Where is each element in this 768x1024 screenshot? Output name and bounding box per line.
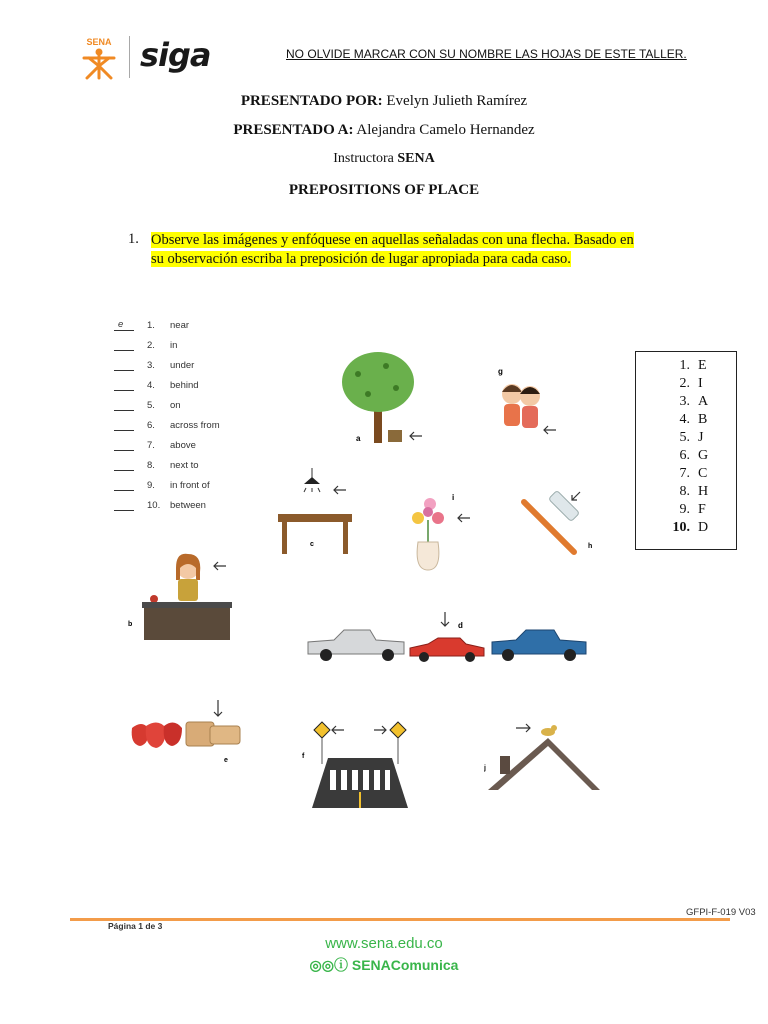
social-handle[interactable] [0, 955, 768, 975]
picture-label-g: g [498, 367, 503, 376]
list-number: 10. [147, 500, 161, 511]
answer-number: 7. [679, 466, 690, 481]
picture-label-i: i [452, 493, 455, 502]
social-handle-text: SENAComunica [351, 957, 459, 973]
form-code: GFPI-F-019 V03 [686, 907, 756, 918]
arrow-icon [544, 426, 556, 434]
picture-label-j: j [484, 765, 486, 772]
strawberries-picture [128, 696, 244, 766]
answer-box [635, 351, 737, 550]
reminder-notice: NO OLVIDE MARCAR CON SU NOMBRE LAS HOJAS DE ESTE TALLER. [286, 47, 687, 61]
arrow-icon [332, 726, 344, 734]
picture-label-h: h [588, 543, 593, 550]
list-number: 8. [147, 460, 155, 471]
logo-divider [129, 36, 130, 78]
page-title: PREPOSITIONS OF PLACE [288, 182, 480, 198]
arrow-icon [441, 612, 449, 626]
website-link[interactable]: www.sena.edu.co [325, 935, 443, 952]
answer-row [666, 466, 707, 484]
list-number: 1. [147, 320, 155, 331]
list-number: 6. [147, 420, 155, 431]
instructor-prefix: Instructora [333, 151, 394, 166]
crosswalk-picture [300, 718, 412, 812]
answer-number: 10. [672, 520, 690, 535]
answer-row [666, 484, 708, 502]
arrow-icon [214, 700, 222, 716]
presented-by-line [0, 93, 768, 110]
list-number: 7. [147, 440, 155, 451]
tree-picture [336, 346, 432, 446]
answer-number: 1. [679, 358, 690, 373]
arrow-icon [214, 562, 226, 570]
answer-number: 9. [679, 502, 690, 517]
roof-picture [484, 718, 602, 794]
teacher-picture [126, 546, 240, 642]
picture-label-b: b [128, 621, 133, 628]
list-word: in front of [170, 480, 210, 491]
siga-logo: siga [140, 36, 211, 74]
toothbrush-picture [518, 486, 598, 556]
answer-number: 4. [679, 412, 690, 427]
sena-logo-text: SENA [86, 37, 112, 47]
list-answer: e [118, 319, 124, 330]
page-number: Página 1 de 3 [108, 921, 163, 931]
list-word: behind [170, 380, 199, 391]
instruction-text [151, 231, 661, 269]
list-number: 9. [147, 480, 155, 491]
answer-row [666, 448, 708, 466]
arrow-icon [410, 432, 422, 440]
social-icons: ◎◎ⓘ [309, 957, 348, 973]
table-picture [272, 468, 362, 560]
answer-row [666, 394, 708, 412]
list-word: above [170, 440, 196, 451]
list-number: 4. [147, 380, 155, 391]
list-word: next to [170, 460, 199, 471]
picture-label-e: e [224, 757, 228, 764]
list-number: 2. [147, 340, 155, 351]
answer-row [666, 358, 707, 376]
answer-row [666, 376, 703, 394]
answer-letter: A [698, 394, 709, 409]
list-number: 3. [147, 360, 155, 371]
picture-label-d: d [458, 621, 463, 630]
answer-row [666, 430, 703, 448]
arrow-icon [572, 492, 580, 500]
answer-letter: I [698, 376, 703, 391]
cars-picture [304, 608, 590, 668]
answer-number: 8. [679, 484, 690, 499]
answer-number: 2. [679, 376, 690, 391]
answer-row [666, 502, 706, 520]
sena-logo [78, 36, 120, 80]
list-word: on [170, 400, 181, 411]
answer-letter: E [698, 358, 707, 373]
picture-label-f: f [302, 753, 305, 760]
answer-row [666, 412, 707, 430]
picture-label-a: a [356, 434, 361, 443]
instructor-org: SENA [397, 151, 435, 166]
presented-to-value: Alejandra Camelo Hernandez [356, 122, 535, 138]
answer-letter: H [698, 484, 709, 499]
picture-label-c: c [310, 541, 314, 548]
arrow-icon [334, 486, 346, 494]
arrow-icon [516, 724, 530, 732]
answer-number: 6. [679, 448, 690, 463]
list-word: across from [170, 420, 220, 431]
answer-letter: F [698, 502, 706, 517]
answer-number: 5. [679, 430, 690, 445]
instruction-line-2: su observación escriba la preposición de lugar apropiada para cada caso. [151, 251, 571, 267]
list-word: between [170, 500, 206, 511]
presented-to-label: PRESENTADO A: [233, 122, 354, 138]
answer-letter: J [698, 430, 704, 445]
answer-letter: B [698, 412, 708, 427]
girls-picture [494, 364, 564, 440]
answer-number: 3. [679, 394, 690, 409]
arrow-icon [374, 726, 386, 734]
instructor-line [0, 151, 768, 167]
list-word: in [170, 340, 178, 351]
presented-to-line [0, 122, 768, 139]
list-number: 5. [147, 400, 155, 411]
presented-by-value: Evelyn Julieth Ramírez [386, 93, 528, 109]
footer-divider [70, 918, 730, 921]
arrow-icon [458, 514, 470, 522]
presented-by-label: PRESENTADO POR: [240, 93, 383, 109]
answer-letter: C [698, 466, 708, 481]
instruction-number: 1. [128, 231, 139, 247]
answer-letter: D [698, 520, 709, 535]
list-word: under [170, 360, 195, 371]
answer-letter: G [698, 448, 709, 463]
vase-picture [404, 490, 478, 572]
answer-row [666, 520, 708, 538]
list-word: near [170, 320, 190, 331]
instruction-line-1: Observe las imágenes y enfóquese en aquellas señaladas con una flecha. Basado en [151, 232, 634, 248]
